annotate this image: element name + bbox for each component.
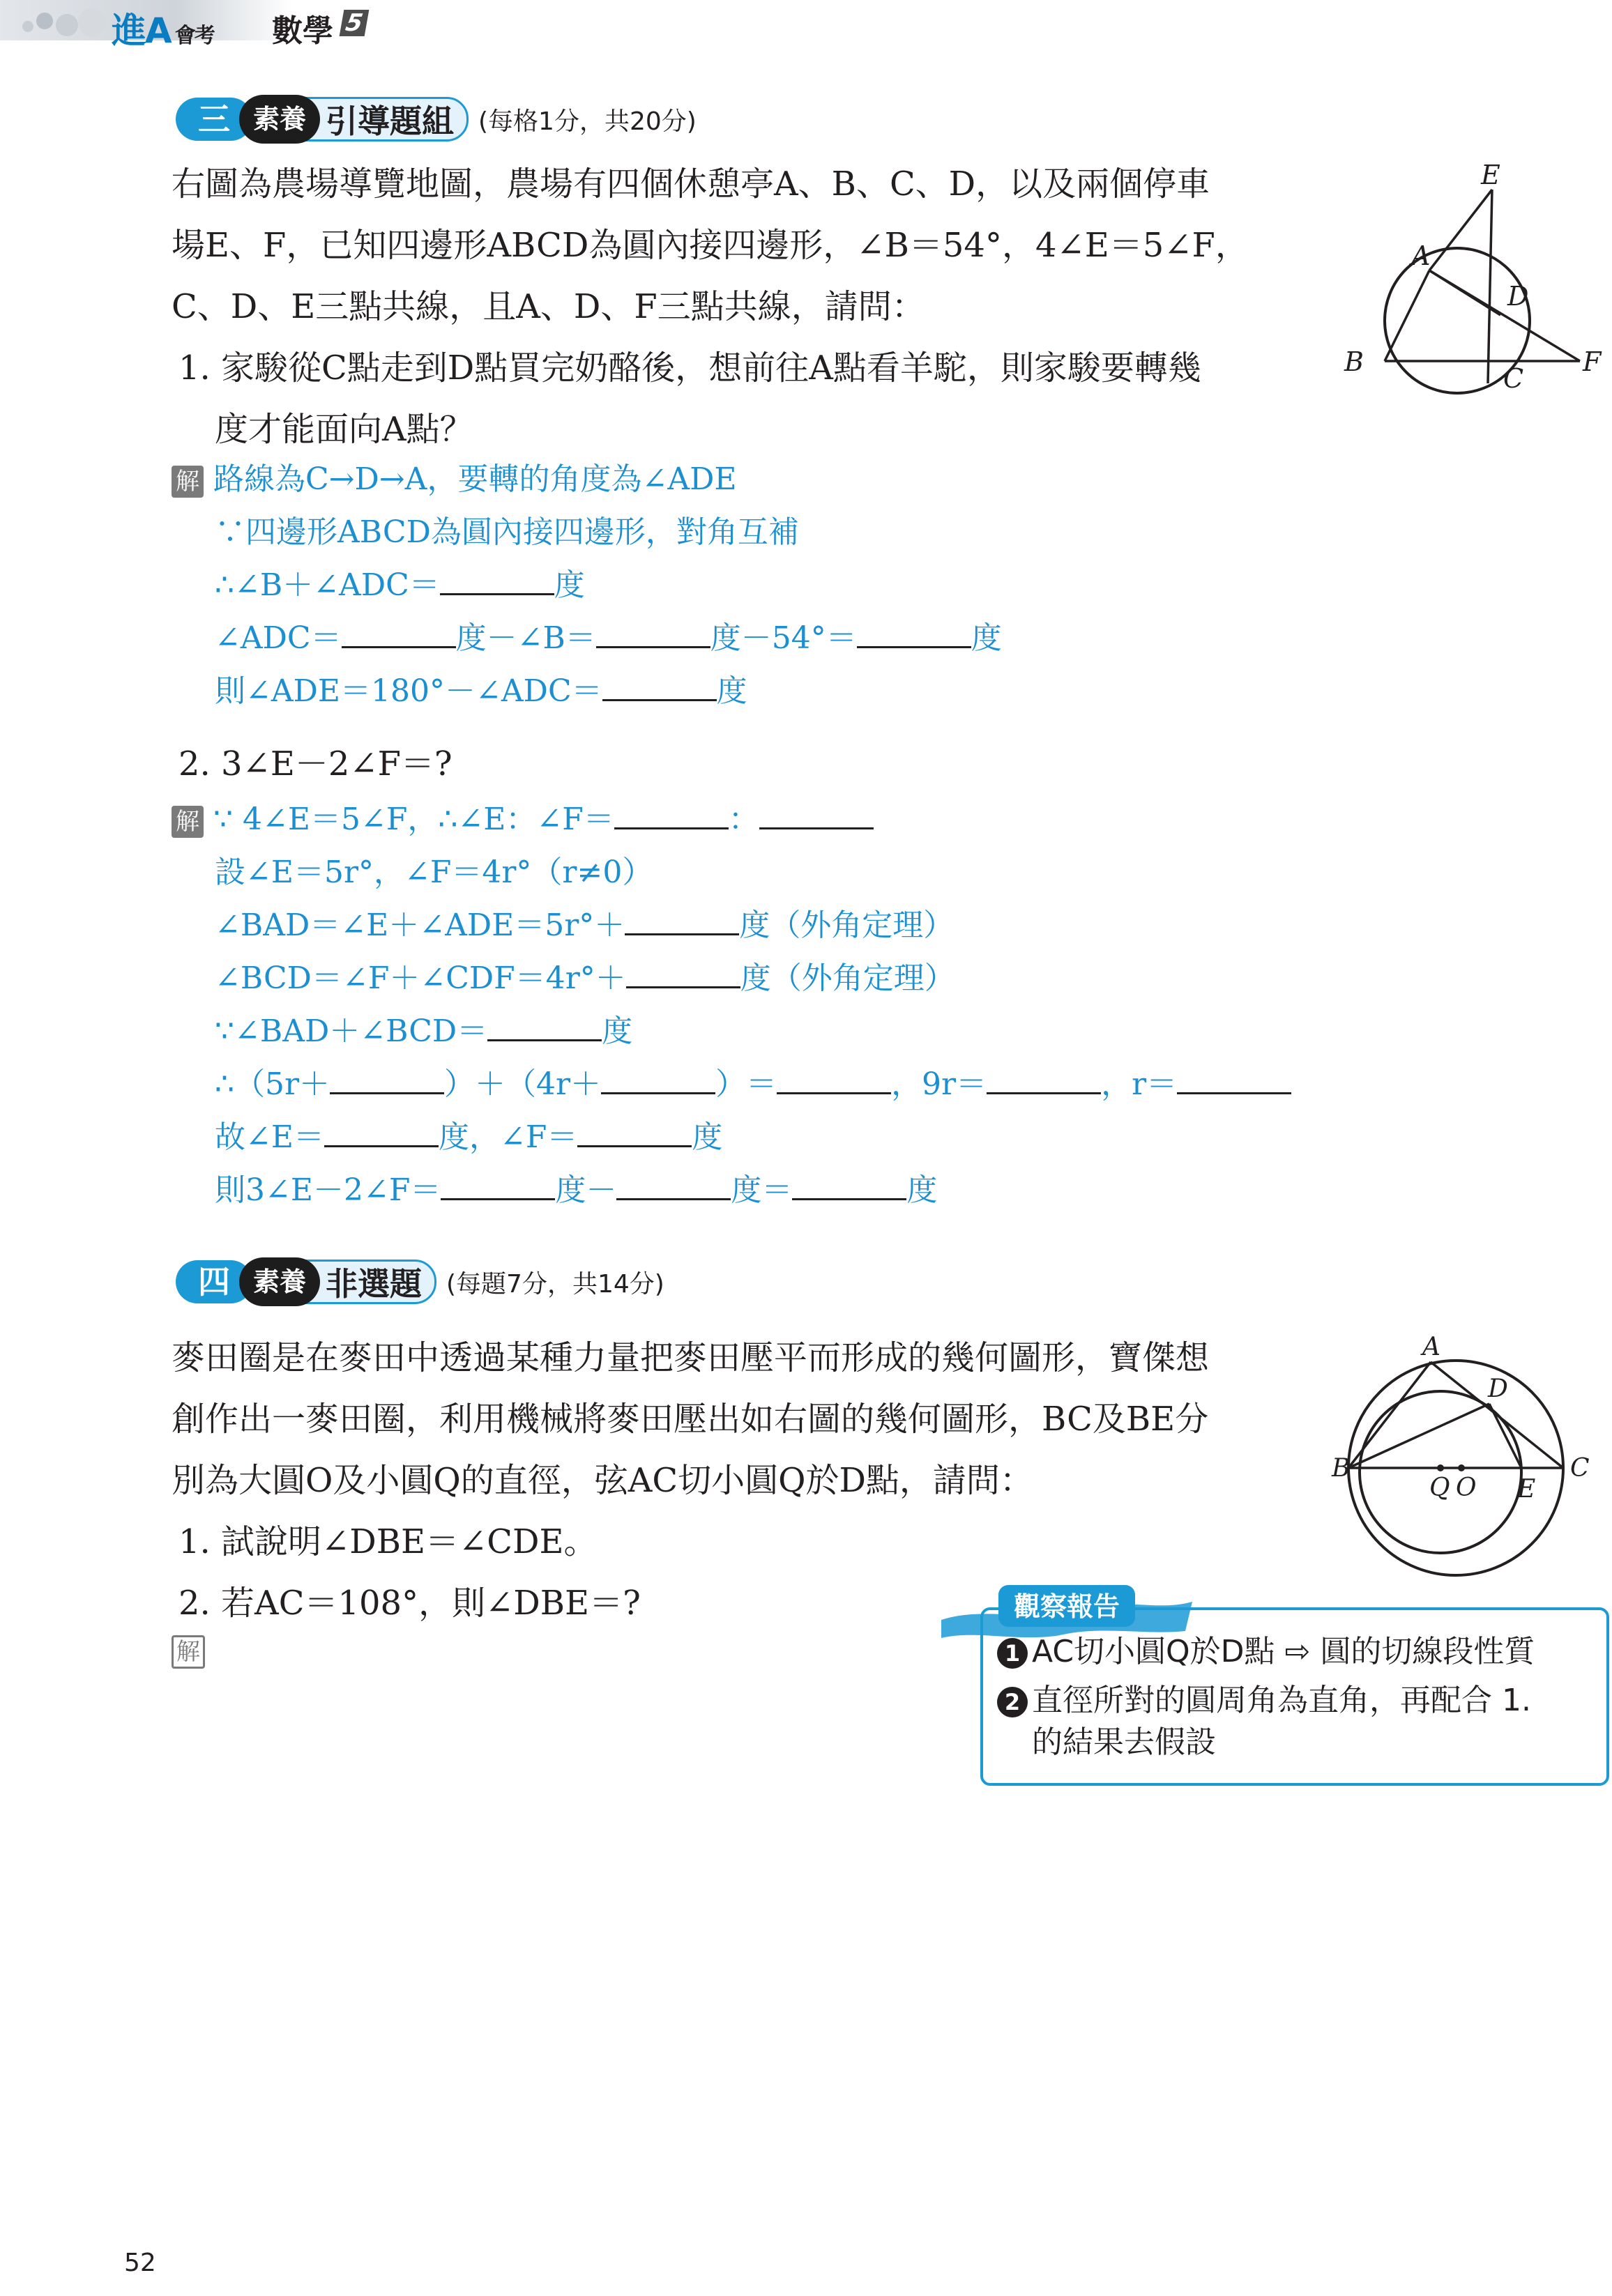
label-a: A	[1422, 1333, 1440, 1361]
answer-blank[interactable]	[342, 618, 456, 648]
section-4-header	[176, 1260, 664, 1303]
label-e: E	[1517, 1475, 1536, 1503]
observation-line-2: 2 直徑所對的圓周角為直角，再配合 1.	[997, 1680, 1531, 1722]
crop-circle-figure	[1325, 1331, 1604, 1582]
header-dots-decoration	[14, 6, 112, 40]
answer-blank[interactable]	[577, 1117, 692, 1147]
section-title: 非選題	[326, 1265, 422, 1303]
answer-blank[interactable]	[324, 1117, 439, 1147]
solution-1	[172, 453, 1357, 718]
label-f: F	[1583, 346, 1602, 377]
solution-line: ∵∠BAD＋∠BCD＝ 度	[172, 1005, 1357, 1058]
answer-blank[interactable]	[792, 1170, 906, 1200]
section-title-pill	[241, 1260, 436, 1304]
label-d: D	[1507, 281, 1529, 312]
answer-blank[interactable]	[487, 1011, 602, 1041]
label-c: C	[1570, 1454, 1590, 1483]
solution-badge: 解	[172, 806, 204, 838]
label-e: E	[1481, 160, 1500, 190]
label-b: B	[1344, 346, 1364, 377]
solution-line: ∴∠B＋∠ADC＝ 度	[172, 559, 1357, 612]
answer-blank[interactable]	[987, 1064, 1101, 1094]
intro-line: 創作出一麥田圈，利用機械將麥田壓出如右圖的幾何圖形，BC及BE分	[172, 1400, 1209, 1439]
intro-line: 麥田圈是在麥田中透過某種力量把麥田壓平而形成的幾何圖形，寶傑想	[172, 1338, 1210, 1377]
answer-blank[interactable]	[330, 1064, 444, 1094]
solution-badge: 解	[172, 1635, 205, 1669]
observation-line-2-cont: 的結果去假設	[1032, 1724, 1216, 1760]
label-o: O	[1456, 1474, 1477, 1502]
solution-line: 則3∠E－2∠F＝ 度－ 度＝ 度	[172, 1164, 1357, 1217]
observation-line-1: 1 AC切小圓Q於D點 ⇨ 圓的切線段性質	[997, 1631, 1535, 1673]
solution-line: 解 路線為C→D→A，要轉的角度為∠ADE	[172, 453, 1357, 506]
solution-line: ∠BAD＝∠E＋∠ADE＝5r°＋ 度（外角定理）	[172, 899, 1357, 952]
section-title: 引導題組	[326, 102, 454, 140]
question-2: 2. 若AC＝108°，則∠DBE＝?	[178, 1584, 641, 1623]
answer-blank[interactable]	[616, 1170, 731, 1200]
question-1: 1. 試說明∠DBE＝∠CDE。	[178, 1522, 598, 1561]
solution-line: 解 ∵ 4∠E＝5∠F，∴∠E：∠F＝ ：	[172, 793, 1357, 846]
solution-line: ∠BCD＝∠F＋∠CDF＝4r°＋ 度（外角定理）	[172, 952, 1357, 1005]
solution-line: ∴（5r＋ ）＋（4r＋ ）＝ ，9r＝ ，r＝	[172, 1058, 1357, 1111]
section-number: 三	[176, 98, 252, 141]
answer-blank[interactable]	[625, 905, 739, 935]
farm-map-figure	[1325, 153, 1604, 411]
section-number: 四	[176, 1260, 252, 1303]
answer-blank[interactable]	[440, 565, 554, 595]
intro-line: 場E、F，已知四邊形ABCD為圓內接四邊形，∠B＝54°，4∠E＝5∠F，	[172, 226, 1249, 265]
answer-blank[interactable]	[1177, 1064, 1291, 1094]
solution-2	[172, 793, 1357, 1217]
solution-line: ∵四邊形ABCD為圓內接四邊形，對角互補	[215, 514, 799, 550]
answer-blank[interactable]	[626, 958, 740, 988]
competency-badge: 素養	[239, 95, 320, 144]
label-a: A	[1411, 240, 1431, 271]
label-q: Q	[1429, 1474, 1450, 1502]
answer-blank[interactable]	[759, 799, 874, 829]
label-c: C	[1503, 363, 1524, 394]
intro-line: 別為大圓O及小圓Q的直徑，弦AC切小圓Q於D點，請問：	[172, 1461, 1033, 1500]
observation-tag	[934, 1577, 1199, 1639]
observation-tag-label: 觀察報告	[1013, 1591, 1120, 1622]
section-score: (每格1分，共20分)	[478, 107, 697, 136]
answer-blank[interactable]	[857, 618, 971, 648]
page-number: 52	[124, 2249, 156, 2277]
answer-blank[interactable]	[602, 671, 717, 701]
section-title-pill	[241, 97, 469, 141]
intro-line: 右圖為農場導覽地圖，農場有四個休憩亭A、B、C、D，以及兩個停車	[172, 164, 1210, 204]
section-3-header	[176, 98, 697, 141]
label-d: D	[1488, 1375, 1508, 1403]
question-1-cont: 度才能面向A點？	[215, 410, 473, 449]
section-score: (每題7分，共14分)	[446, 1269, 664, 1299]
answer-blank[interactable]	[614, 799, 729, 829]
label-b: B	[1332, 1454, 1351, 1483]
answer-blank[interactable]	[441, 1170, 555, 1200]
answer-blank[interactable]	[777, 1064, 891, 1094]
answer-area[interactable]	[172, 1635, 205, 1669]
volume-badge: 5	[340, 10, 370, 36]
subject-title: 數學	[272, 13, 333, 49]
bullet-number: 1	[997, 1638, 1028, 1669]
question-2: 2. 3∠E－2∠F＝?	[178, 744, 453, 783]
solution-line: ∠ADC＝ 度－∠B＝ 度－54°＝ 度	[172, 612, 1357, 665]
intro-line: C、D、E三點共線，且A、D、F三點共線，請問：	[172, 287, 925, 326]
solution-line: 故∠E＝ 度，∠F＝ 度	[172, 1111, 1357, 1164]
question-1: 1. 家駿從C點走到D點買完奶酪後，想前往A點看羊駝，則家駿要轉幾	[178, 349, 1201, 388]
solution-badge: 解	[172, 466, 204, 498]
bullet-number: 2	[997, 1687, 1028, 1717]
answer-blank[interactable]	[601, 1064, 715, 1094]
solution-line: 設∠E＝5r°，∠F＝4r°（r≠0）	[215, 855, 653, 890]
series-logo: 進A 會考	[112, 10, 214, 51]
answer-blank[interactable]	[596, 618, 710, 648]
section-3-intro	[172, 153, 1315, 460]
competency-badge: 素養	[239, 1257, 320, 1306]
solution-line: 則∠ADE＝180°－∠ADC＝ 度	[172, 665, 1357, 718]
